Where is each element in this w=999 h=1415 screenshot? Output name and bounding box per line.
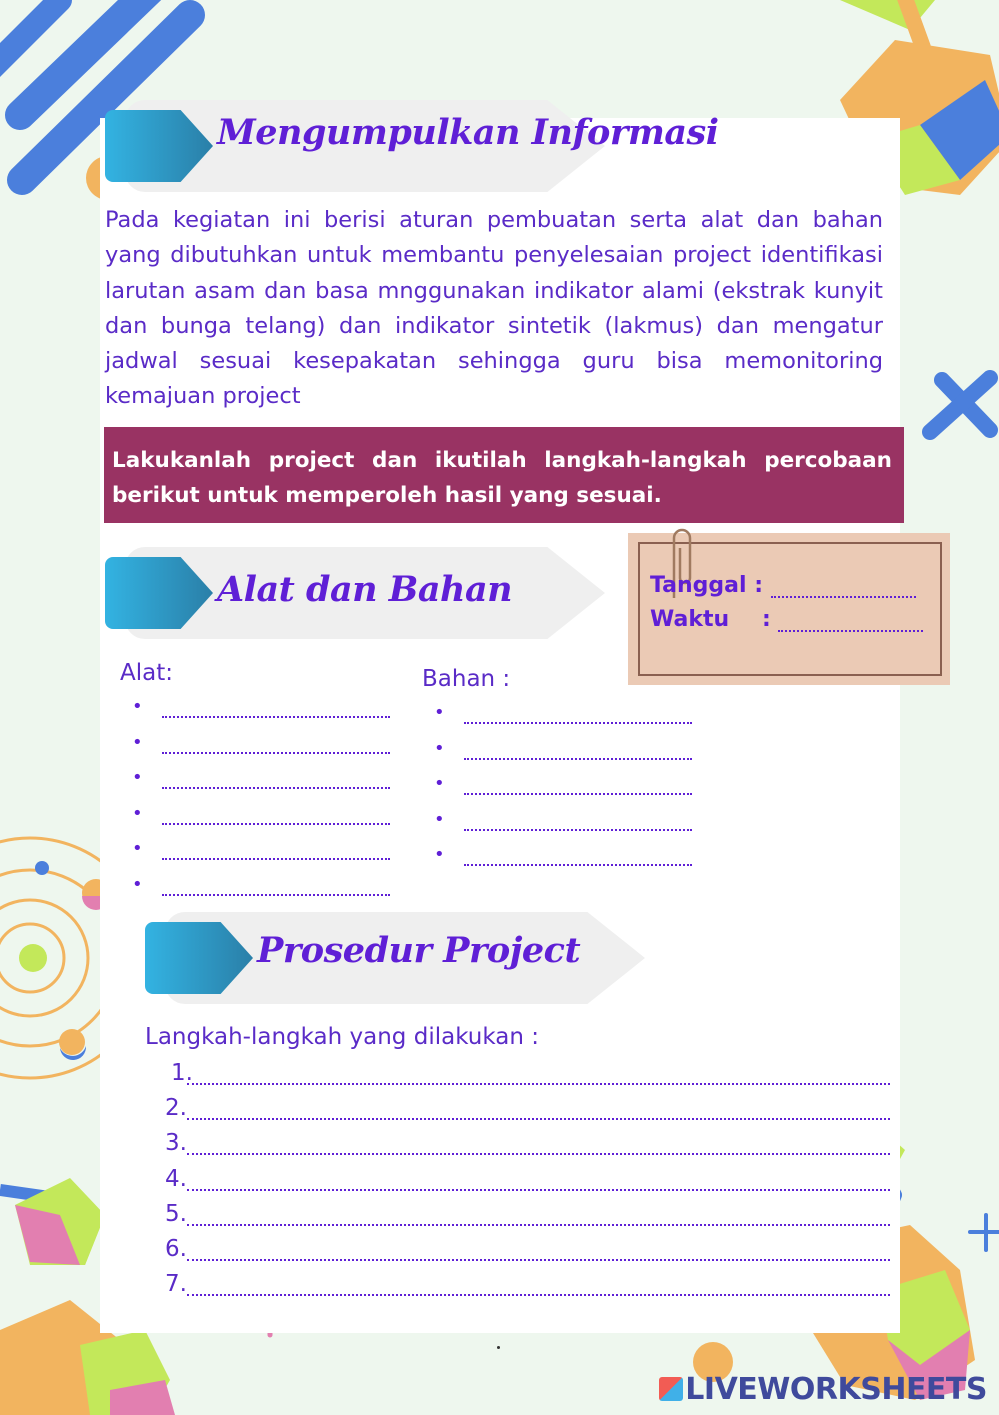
time-label: Waktu	[650, 607, 730, 632]
page-dot	[497, 1346, 500, 1349]
tools-item	[132, 694, 400, 730]
date-row	[650, 573, 916, 598]
step-number: 7.	[165, 1271, 187, 1298]
tools-items	[132, 694, 400, 907]
tools-item	[132, 765, 400, 801]
procedure-step	[165, 1130, 890, 1165]
date-field[interactable]	[771, 578, 916, 598]
blue-x-decoration	[930, 378, 990, 432]
bullet-icon: •	[434, 773, 445, 794]
materials-entry-field[interactable]	[464, 722, 692, 724]
step-entry-field[interactable]	[187, 1118, 890, 1120]
section-title-info: Mengumpulkan Informasi	[217, 112, 719, 153]
materials-entry-field[interactable]	[464, 864, 692, 866]
tools-entry-field[interactable]	[162, 894, 390, 896]
procedure-step	[165, 1095, 890, 1130]
time-colon: :	[762, 607, 771, 632]
section-title-procedure: Prosedur Project	[257, 930, 581, 971]
bullet-icon: •	[434, 808, 445, 830]
step-number: 5.	[165, 1200, 187, 1227]
procedure-step	[165, 1166, 890, 1201]
tools-item	[132, 730, 400, 766]
footer-logo[interactable]	[659, 1372, 987, 1407]
materials-item	[434, 842, 712, 878]
footer-brand: LIVEWORKSHEETS	[685, 1372, 987, 1407]
bullet-icon: •	[434, 702, 445, 723]
step-number: 1.	[171, 1060, 193, 1086]
materials-item	[434, 736, 712, 772]
bullet-icon: •	[132, 767, 143, 788]
tools-item	[132, 801, 400, 837]
time-row	[650, 607, 923, 632]
materials-entry-field[interactable]	[464, 793, 692, 795]
callout-text: Lakukanlah project dan ikutilah langkah-langkah percobaan berikut untuk memperoleh hasil yang sesuai.	[112, 448, 892, 508]
procedure-step	[165, 1271, 890, 1306]
section-banner-tools	[105, 547, 615, 639]
materials-item	[434, 771, 712, 807]
step-entry-field[interactable]	[187, 1259, 890, 1261]
materials-item	[434, 807, 712, 843]
materials-entry-field[interactable]	[464, 829, 692, 831]
intro-paragraph: Pada kegiatan ini berisi aturan pembuatan serta alat dan bahan yang dibutuhkan untuk membantu penyelesaian project identifikasi larutan asam dan basa mnggunakan indikator alami (ekstrak kunyit dan bunga telang) dan indikator sintetik (lakmus) dan mengatur jadwal sesuai kesepakatan sehingga guru bisa memonitoring kemajuan project	[105, 207, 883, 410]
step-number: 6.	[165, 1236, 187, 1262]
instruction-callout	[104, 427, 904, 523]
schedule-note	[628, 533, 950, 685]
procedure-label: Langkah-langkah yang dilakukan :	[145, 1024, 540, 1050]
section-banner-info	[105, 100, 719, 192]
tools-entry-field[interactable]	[162, 716, 390, 718]
step-number: 2.	[165, 1095, 187, 1122]
materials-items	[434, 700, 712, 878]
tools-entry-field[interactable]	[162, 787, 390, 789]
step-entry-field[interactable]	[187, 1294, 890, 1296]
materials-item	[434, 700, 712, 736]
section-banner-procedure	[145, 912, 655, 1004]
bullet-icon: •	[434, 844, 445, 865]
step-entry-field[interactable]	[187, 1224, 890, 1226]
bullet-icon: •	[132, 873, 143, 895]
step-entry-field[interactable]	[187, 1189, 890, 1191]
tools-label: Alat:	[120, 660, 173, 686]
step-number: 4.	[165, 1165, 187, 1192]
procedure-step	[165, 1236, 890, 1271]
materials-entry-field[interactable]	[464, 758, 692, 760]
liveworksheets-logo-icon	[659, 1377, 683, 1401]
tools-entry-field[interactable]	[162, 752, 390, 754]
date-label: Tanggal :	[650, 573, 764, 598]
step-entry-field[interactable]	[187, 1083, 890, 1085]
materials-list	[422, 666, 712, 878]
tools-entry-field[interactable]	[162, 823, 390, 825]
bullet-icon: •	[132, 802, 143, 824]
tools-list	[120, 660, 400, 907]
materials-label: Bahan :	[422, 666, 511, 692]
step-entry-field[interactable]	[187, 1153, 890, 1155]
tools-item	[132, 872, 400, 908]
bullet-icon: •	[132, 731, 143, 753]
procedure-step	[165, 1060, 890, 1095]
section-title-tools: Alat dan Bahan	[217, 569, 513, 610]
step-number: 3.	[165, 1130, 187, 1157]
bullet-icon: •	[434, 737, 445, 759]
tools-entry-field[interactable]	[162, 858, 390, 860]
bullet-icon: •	[132, 838, 143, 859]
bullet-icon: •	[132, 696, 143, 717]
procedure-step	[165, 1201, 890, 1236]
tools-item	[132, 836, 400, 872]
time-field[interactable]	[778, 612, 923, 632]
